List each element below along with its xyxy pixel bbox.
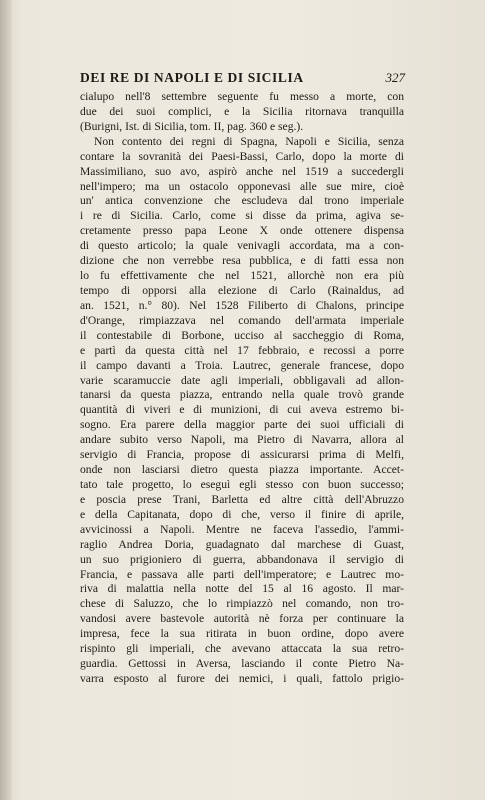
text-line: avvicinossi a Napoli. Mentre ne faceva l'assedio, l'ammi-	[80, 522, 404, 536]
text-line: contare la sovranità dei Paesi-Bassi, Carlo, dopo la morte di	[80, 149, 404, 163]
text-line: sogno. Era parere della maggior parte dei suoi ufficiali di	[80, 418, 404, 432]
text-line: tanarsi da questa piazza, entrando nella quale trovò grande	[80, 388, 404, 402]
text-line: e poscia prese Trani, Barletta ed altre città dell'Abruzzo	[80, 492, 404, 506]
text-line: vandosi avere bastevole autorità nè forza per continuare la	[80, 612, 404, 626]
text-line: e partì da questa città nel 17 febbraio, e recossi a porre	[80, 343, 404, 357]
text-line: d'Orange, rimpiazzava nel comando dell'armata imperiale	[80, 313, 404, 327]
text-line: impresa, fece la sua ritirata in buon ordine, dopo avere	[80, 627, 404, 641]
text-line: due dei suoi complici, e la Sicilia ritornava tranquilla	[80, 104, 404, 118]
text-line: cretamente presso papa Leone X onde ottenere dispensa	[80, 224, 404, 238]
text-line: cialupo nell'8 settembre seguente fu messo a morte, con	[80, 90, 404, 103]
text-line: tempo di opporsi alla elezione di Carlo (Rainaldus, ad	[80, 283, 404, 297]
body-text	[80, 90, 404, 687]
page-number: 327	[385, 70, 405, 85]
text-line: nell'impero; ma un ostacolo opponevasi alle sue mire, cioè	[80, 179, 404, 193]
text-line: Francia, e passava alle parti dell'imperatore; e Lautrec mo-	[80, 567, 404, 581]
text-line: di questo articolo; la quale venivagli accordata, ma a con-	[80, 239, 404, 253]
text-line: quantità di viveri e di munizioni, di cui aveva estremo bi-	[80, 403, 404, 417]
text-line: riva di malattia nella notte del 15 al 16 agosto. Il mar-	[80, 582, 404, 596]
text-line: onde non lasciarsi dietro questa piazza importante. Accet-	[80, 463, 404, 477]
text-line: servigio di Francia, propose di assicurarsi prima di Melfi,	[80, 448, 404, 462]
text-line: raglio Andrea Doria, guadagnato dal marchese di Guast,	[80, 537, 404, 551]
page-header	[80, 70, 405, 86]
text-line: il contestabile di Borbone, ucciso al saccheggio di Roma,	[80, 328, 404, 342]
text-line: chese di Saluzzo, che lo rimpiazzò nel comando, non tro-	[80, 597, 404, 611]
text-line: i re di Sicilia. Carlo, come si disse da prima, agiva se-	[80, 209, 404, 223]
text-line: e della Capitanata, dopo di che, verso il finire di aprile,	[80, 507, 404, 521]
text-line: rispinto gli imperiali, che avevano attaccata la sua retro-	[80, 642, 404, 656]
text-line: (Burigni, Ist. di Sicilia, tom. II, pag. 360 e seg.).	[80, 119, 304, 133]
text-line: guardia. Gettossi in Aversa, lasciando il conte Pietro Na-	[80, 657, 404, 671]
text-line: il campo davanti a Troia. Lautrec, generale francese, dopo	[80, 358, 404, 372]
text-line: Non contento dei regni di Spagna, Napoli e Sicilia, senza	[94, 134, 404, 148]
text-line: lo fu effettivamente che nel 1521, allorchè non era più	[80, 269, 404, 283]
text-line: tato tale progetto, lo eseguì egli stesso con buon successo;	[80, 477, 404, 491]
text-line: an. 1521, n.° 80). Nel 1528 Filiberto di Chalons, principe	[80, 298, 404, 312]
page-gutter-shadow	[0, 0, 12, 800]
text-line: Massimiliano, suo avo, aspirò anche nel 1519 a succedergli	[80, 164, 404, 178]
running-title: DEI RE DI NAPOLI E DI SICILIA	[80, 70, 304, 85]
text-line: andare subito verso Napoli, ma Pietro di Navarra, allora al	[80, 433, 404, 447]
text-line: dizione che non verrebbe resa pubblica, e di fatti essa non	[80, 254, 404, 268]
text-line: un' antica convenzione che escludeva dal trono imperiale	[80, 194, 404, 208]
text-line: un suo prigioniero di guerra, abbandonava il servigio di	[80, 552, 404, 566]
text-line: varra esposto al furore dei nemici, i quali, fattolo prigio-	[80, 671, 404, 685]
text-line: varie scaramuccie date agli imperiali, obbligavali ad allon-	[80, 373, 404, 387]
